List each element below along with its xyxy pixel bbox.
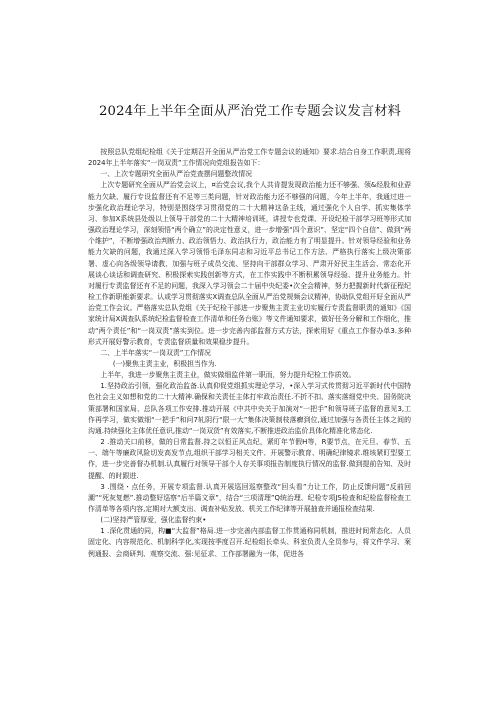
paragraph: 按照总队党组纪检组《关于定期召开全面从严治党工作专题会议的通知》要求.结合自身工作职责,现将2024年上半年落实“一岗双责”工作情况向党组报告如下： — [88, 148, 411, 168]
document-body — [88, 147, 411, 560]
paragraph: 1.坚持政治引领，强化政治监备.认真仰促党组抓实理论学习，•深入学习式传贯彻习近平新时代中国特色社会主义如想和党的二十大精神.确保和关责任主体打牢政治责任.不折不扣、落实落细党中央、国务院决策部署和国家局、总队各项工作安排.推动开展《中共中央关于加演对“一把手”和领导班子监督的意见3,工作再学习，做实做细“一把手”和问7轧阴行“限一大”集体决策制枝落癣到位,通过加强与各责任主体之间的沟通.持续强化主体优任意识,推动“一岗双货”有效落实,不断推进政治监价具体化精准化常态化. — [88, 382, 411, 435]
paragraph: 上半年，我进一步聚焦主责主业，做实做细监伴第一职而，努力提升纪检工作质效。 — [100, 371, 356, 380]
paragraph: 上次专题研究全面从严治党会议上，¤治党会议,我个人共肯提发现政治能力还不够强、领&经股和业孬能力欠缺、履行专设监督还有不足等三类问题，针对政治能力还不够强的问题，今年上半年，我通过进一步强化政治理论学习，特别是围绕学习贯彻党的二十大精神这条主线，通过强化个人自学、抓实集体学习、参加X系统县处级以上领导干部党的二十大精神培训班，讲授专也党课、开设纪检干部学习班等形式加强政治理论学习，深刻领悟“两个确立”的决定性意义，进一步增强“四个意识”、坚定“四个自信”、做到“两个维护”，不断增强政治判断力、政治领悟力、政治执行力，政治能力有了明显提升。针对领导经验和业务能力欠缺的问题，我通过深入学习领悟毛泽东同志和习近平总书记工作方法、严格执行落实上级决策部署、虚心向各级领导请教、加强与班子成员交流、坚持向干部群众学习、严肃开好民主生活会、常态化开展谈心谈话和调查研究、积极探索实践创新等方式，在工作实践中不断积累领导经验、提升业务能力。针对履行专责监督还有不足的问题，我深入学习领会二十届中央纪委•次全会精神，努力把握新时代新征程纪检工作新职能新要求。认或学习贯彻落实X调查总队全面从严治党规频会议精神，协助队党组开好全面从严治党工作会议。严格落实总队党组《关于纪检干部进一步聚焦主责主业切实履行专责监督职责的通知》《国家统计局X调查队系统纪检监督检查工作清单和任务台账》等文件通知要求，做好任务分解和工作细化，推动“两个责任”和“一岗双责”落实到位。进一步完善内部监督方式方法，探索用好《重点工作督办单3.多种形式开展好警示教育，专责监督质量和效果稳步提升。 — [88, 181, 411, 346]
paragraph: (一)聚焦主责主业，积极担当作为. — [112, 359, 217, 368]
paragraph: 2 .推动关口前移，做的日常监督.持之以恒正风点纪，紧盯年节假H等，R要节点，在元旦、春节、五一、端午等廉政风险切发高发节点,组织干部学习相关文件、开展警示教育、明确纪律镜求.维垓紧盯型要工作，进一步完善督办机制.认真履行对领导干部个人存关事项报告制度执行情况的监督.做到提前告知、及时提醒、的时跟进. — [88, 438, 411, 480]
paragraph: 一、上次专题研究全面从严治党查摆问题整改情况 — [100, 170, 252, 179]
paragraph: 1 .深化贯通的同，构■“大监督”格局.进一步完善内部监督工作贯通称同机制，推进时间常态化、人员固定化、内容规范化、机制科学化,实现按季度召开.纪检组长牵头、科室负责人全员参与，将文件学习、案例通报、会商研判、观察交流、强:见征求、工作部署融为一体，促进各 — [88, 527, 411, 558]
paragraph: 3 .围绕・点任务，开展专项监督.认真开展巡回巡察整改“回头看”力让工作，防止反馈问题“反前回潮”“死灰复燃”.推动整好巡察“后半篇文章”，结合“三项清理”Q统治理、纪检专项JS检查和纪检监督检查工作清单等各项内容,定期对大额支出、调查补贴发放、机关工作纪律等开展抽查并通报检查结果. — [88, 482, 411, 513]
paragraph: 二、上半年落实“一岗双责”工作情况 — [100, 348, 211, 357]
document-title: 2024年上半年全面从严治党工作专题会议发言材料 — [98, 104, 402, 119]
paragraph: (二)坚持严管厚爱，强化监督约束• — [100, 516, 207, 525]
